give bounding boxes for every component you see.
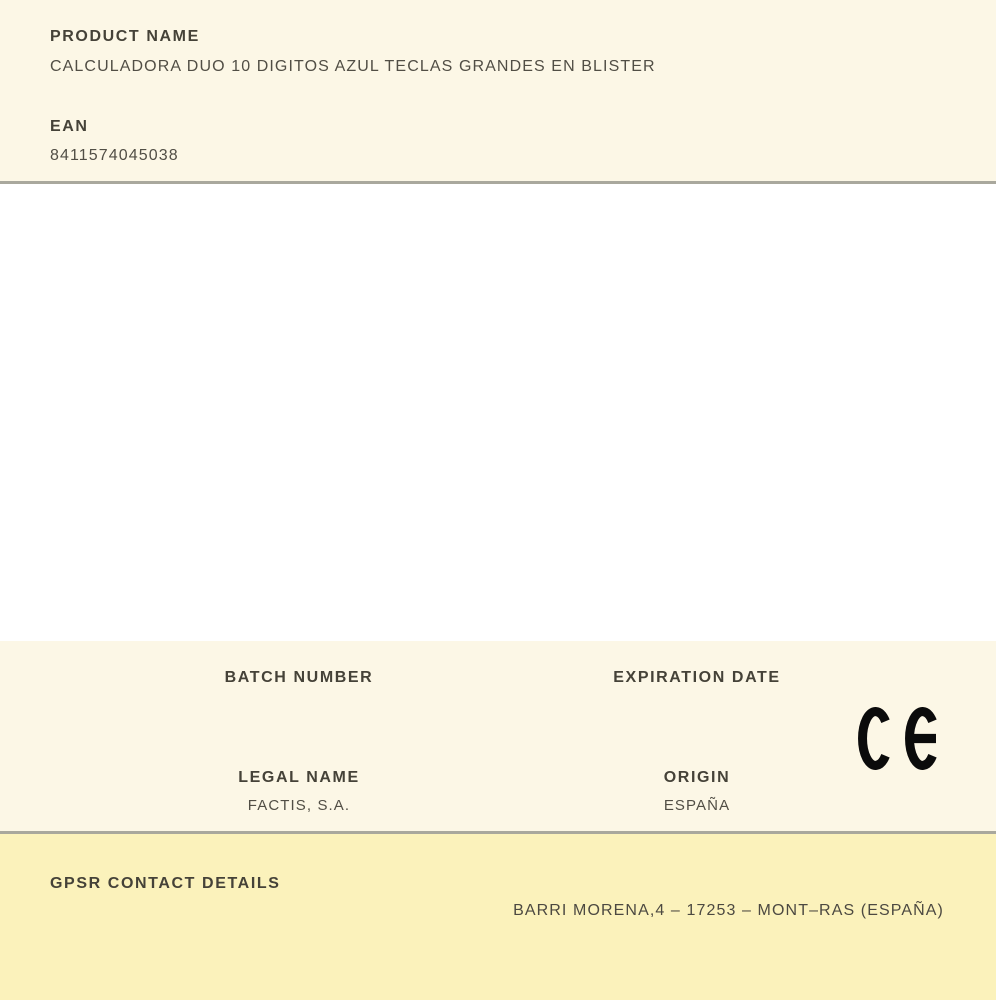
product-image-area: [0, 184, 996, 641]
product-section: [0, 0, 996, 184]
expiration-date-value: [498, 696, 896, 715]
ce-mark-icon: [858, 707, 942, 770]
batch-number-label: BATCH NUMBER: [224, 669, 374, 686]
ean-label: EAN: [50, 118, 89, 135]
origin-field: [498, 768, 896, 815]
gpsr-section: [0, 834, 996, 1000]
legal-name-field: [100, 768, 498, 815]
legal-name-label: LEGAL NAME: [238, 769, 360, 786]
details-grid: [0, 641, 996, 815]
gpsr-contact-address: BARRI MORENA,4 – 17253 – MONT–RAS (ESPAÑA): [513, 902, 944, 919]
product-name-label: PRODUCT NAME: [50, 28, 200, 45]
expiration-date-field: [498, 668, 896, 715]
gpsr-contact-label: GPSR CONTACT DETAILS: [50, 875, 281, 892]
product-name-value: CALCULADORA DUO 10 DIGITOS AZUL TECLAS GRANDES EN BLISTER: [50, 58, 656, 75]
expiration-date-label: EXPIRATION DATE: [613, 669, 781, 686]
ean-value: 8411574045038: [50, 147, 179, 164]
legal-name-value: FACTIS, S.A.: [247, 797, 351, 814]
origin-value: ESPAÑA: [663, 797, 731, 814]
batch-number-value: [100, 696, 498, 715]
origin-label: ORIGIN: [663, 769, 731, 786]
details-section: [0, 641, 996, 834]
batch-number-field: [100, 668, 498, 715]
